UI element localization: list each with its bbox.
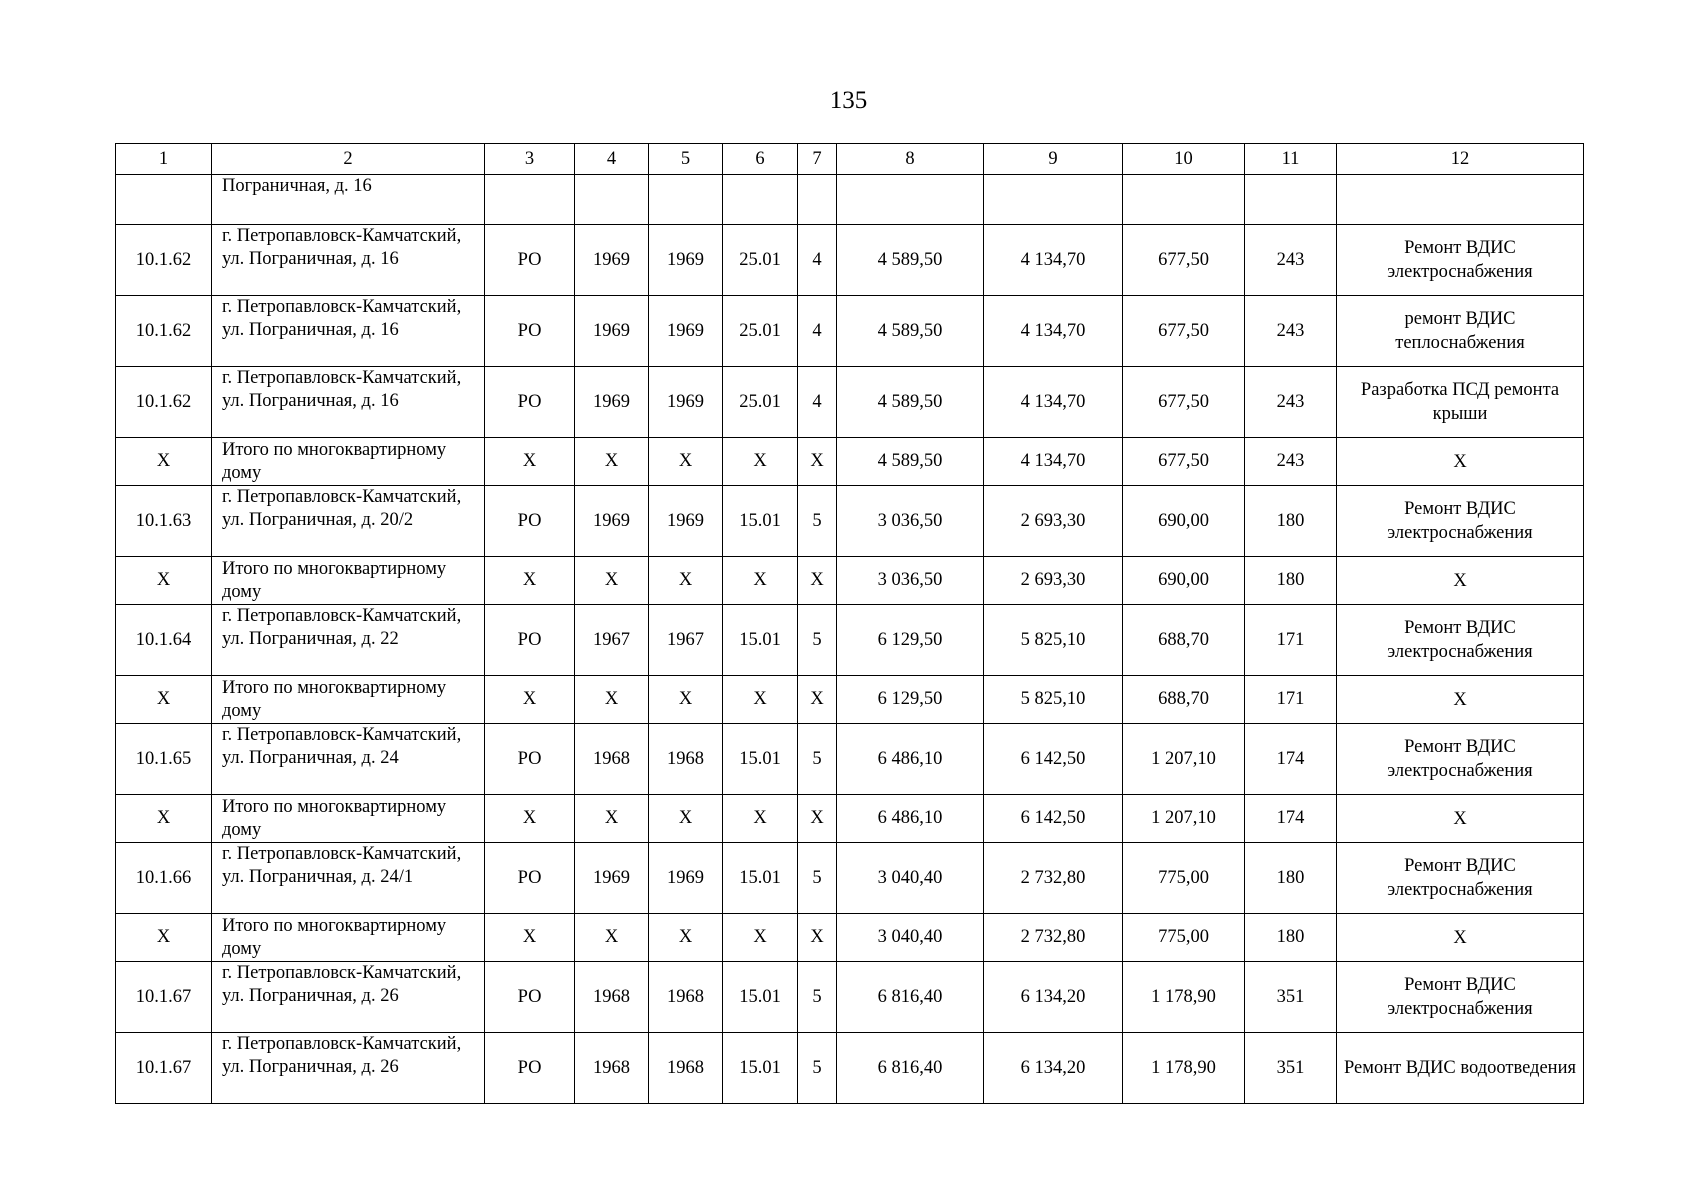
item-number-cell: 10.1.67	[116, 962, 212, 1033]
total-area-cell: 3 036,50	[837, 557, 984, 605]
nonresidential-area-cell: 677,50	[1123, 225, 1245, 296]
residential-area-cell: 4 134,70	[984, 296, 1123, 367]
residents-cell: 174	[1245, 795, 1337, 843]
residents-cell: 351	[1245, 1033, 1337, 1104]
year-built-cell: 1969	[575, 296, 649, 367]
residents-cell: 180	[1245, 486, 1337, 557]
work-type-cell: Ремонт ВДИС электроснабжения	[1337, 605, 1584, 676]
column-header: 2	[212, 144, 485, 175]
nonresidential-area-cell: 688,70	[1123, 676, 1245, 724]
floors-cell: Х	[798, 557, 837, 605]
year-commissioned-cell: 1969	[649, 296, 723, 367]
work-type-cell: Ремонт ВДИС электроснабжения	[1337, 486, 1584, 557]
nonresidential-area-cell: 690,00	[1123, 486, 1245, 557]
year-commissioned-cell: 1969	[649, 367, 723, 438]
address-cell: г. Петропавловск-Камчатский, ул. Пограничная, д. 24	[212, 724, 485, 795]
residents-cell: 180	[1245, 557, 1337, 605]
total-area-cell: 3 040,40	[837, 843, 984, 914]
nonresidential-area-cell: 677,50	[1123, 438, 1245, 486]
continuation-row	[116, 175, 1584, 225]
nonresidential-area-cell: 690,00	[1123, 557, 1245, 605]
table-row	[116, 605, 1584, 676]
work-type-cell: Х	[1337, 557, 1584, 605]
residential-area-cell: 5 825,10	[984, 676, 1123, 724]
nonresidential-area-cell: 775,00	[1123, 843, 1245, 914]
year-commissioned-cell: Х	[649, 557, 723, 605]
nonresidential-area-cell: 1 178,90	[1123, 1033, 1245, 1104]
floors-cell: 5	[798, 605, 837, 676]
wall-material-cell: Х	[723, 676, 798, 724]
column-header: 4	[575, 144, 649, 175]
item-number-cell	[116, 175, 212, 225]
total-area-cell: 6 816,40	[837, 962, 984, 1033]
table-row	[116, 367, 1584, 438]
work-type-cell: Х	[1337, 795, 1584, 843]
owner-type-cell: Х	[485, 676, 575, 724]
floors-cell	[798, 175, 837, 225]
work-type-cell: ремонт ВДИС теплоснабжения	[1337, 296, 1584, 367]
residents-cell: 174	[1245, 724, 1337, 795]
work-type-cell: Ремонт ВДИС электроснабжения	[1337, 962, 1584, 1033]
owner-type-cell: РО	[485, 843, 575, 914]
year-commissioned-cell: Х	[649, 676, 723, 724]
year-built-cell: Х	[575, 795, 649, 843]
total-area-cell: 4 589,50	[837, 438, 984, 486]
table-row	[116, 486, 1584, 557]
wall-material-cell	[723, 175, 798, 225]
residents-cell: 351	[1245, 962, 1337, 1033]
floors-cell: Х	[798, 795, 837, 843]
item-number-cell: Х	[116, 557, 212, 605]
total-row	[116, 557, 1584, 605]
owner-type-cell: Х	[485, 795, 575, 843]
wall-material-cell: 15.01	[723, 1033, 798, 1104]
wall-material-cell: 15.01	[723, 605, 798, 676]
work-type-cell: Ремонт ВДИС водоотведения	[1337, 1033, 1584, 1104]
floors-cell: 5	[798, 486, 837, 557]
year-built-cell: 1969	[575, 486, 649, 557]
nonresidential-area-cell	[1123, 175, 1245, 225]
nonresidential-area-cell: 677,50	[1123, 367, 1245, 438]
year-built-cell: 1969	[575, 225, 649, 296]
address-cell: г. Петропавловск-Камчатский, ул. Пограничная, д. 26	[212, 1033, 485, 1104]
owner-type-cell: Х	[485, 914, 575, 962]
column-header: 1	[116, 144, 212, 175]
nonresidential-area-cell: 677,50	[1123, 296, 1245, 367]
owner-type-cell: Х	[485, 557, 575, 605]
item-number-cell: Х	[116, 914, 212, 962]
residential-area-cell: 6 142,50	[984, 724, 1123, 795]
wall-material-cell: 15.01	[723, 962, 798, 1033]
residential-area-cell: 6 134,20	[984, 962, 1123, 1033]
total-area-cell: 4 589,50	[837, 296, 984, 367]
year-built-cell: 1967	[575, 605, 649, 676]
floors-cell: 4	[798, 296, 837, 367]
total-area-cell: 4 589,50	[837, 225, 984, 296]
item-number-cell: Х	[116, 438, 212, 486]
residents-cell: 171	[1245, 676, 1337, 724]
total-area-cell: 4 589,50	[837, 367, 984, 438]
item-number-cell: 10.1.62	[116, 296, 212, 367]
column-header: 7	[798, 144, 837, 175]
total-area-cell	[837, 175, 984, 225]
total-area-cell: 6 486,10	[837, 795, 984, 843]
floors-cell: Х	[798, 438, 837, 486]
item-number-cell: 10.1.62	[116, 367, 212, 438]
nonresidential-area-cell: 1 207,10	[1123, 795, 1245, 843]
owner-type-cell: РО	[485, 1033, 575, 1104]
item-number-cell: 10.1.63	[116, 486, 212, 557]
total-area-cell: 6 129,50	[837, 676, 984, 724]
floors-cell: 5	[798, 1033, 837, 1104]
residents-cell	[1245, 175, 1337, 225]
address-cell: г. Петропавловск-Камчатский, ул. Пограничная, д. 22	[212, 605, 485, 676]
year-commissioned-cell: 1969	[649, 486, 723, 557]
year-built-cell: Х	[575, 438, 649, 486]
floors-cell: Х	[798, 914, 837, 962]
year-commissioned-cell: 1968	[649, 724, 723, 795]
address-cell: г. Петропавловск-Камчатский, ул. Пограничная, д. 16	[212, 225, 485, 296]
address-cell: г. Петропавловск-Камчатский, ул. Пограничная, д. 16	[212, 367, 485, 438]
residential-area-cell: 4 134,70	[984, 438, 1123, 486]
year-built-cell: 1968	[575, 962, 649, 1033]
work-type-cell: Разработка ПСД ремонта крыши	[1337, 367, 1584, 438]
item-number-cell: 10.1.64	[116, 605, 212, 676]
wall-material-cell: Х	[723, 914, 798, 962]
work-type-cell: Х	[1337, 438, 1584, 486]
wall-material-cell: 25.01	[723, 225, 798, 296]
year-commissioned-cell: 1969	[649, 225, 723, 296]
total-area-cell: 6 486,10	[837, 724, 984, 795]
total-row	[116, 438, 1584, 486]
owner-type-cell: РО	[485, 962, 575, 1033]
item-number-cell: 10.1.65	[116, 724, 212, 795]
address-cell: Итого по многоквартирному дому	[212, 795, 485, 843]
nonresidential-area-cell: 1 178,90	[1123, 962, 1245, 1033]
year-built-cell: Х	[575, 676, 649, 724]
item-number-cell: 10.1.67	[116, 1033, 212, 1104]
year-built-cell: Х	[575, 914, 649, 962]
year-built-cell: 1968	[575, 1033, 649, 1104]
floors-cell: Х	[798, 676, 837, 724]
owner-type-cell: РО	[485, 367, 575, 438]
address-cell: Пограничная, д. 16	[212, 175, 485, 225]
address-cell: Итого по многоквартирному дому	[212, 557, 485, 605]
floors-cell: 4	[798, 225, 837, 296]
residential-area-cell: 5 825,10	[984, 605, 1123, 676]
floors-cell: 5	[798, 724, 837, 795]
work-type-cell: Ремонт ВДИС электроснабжения	[1337, 225, 1584, 296]
column-header: 9	[984, 144, 1123, 175]
wall-material-cell: 15.01	[723, 724, 798, 795]
item-number-cell: 10.1.62	[116, 225, 212, 296]
page-number: 135	[829, 87, 868, 114]
owner-type-cell: РО	[485, 605, 575, 676]
total-row	[116, 914, 1584, 962]
column-header: 5	[649, 144, 723, 175]
item-number-cell: 10.1.66	[116, 843, 212, 914]
address-cell: Итого по многоквартирному дому	[212, 438, 485, 486]
floors-cell: 5	[798, 962, 837, 1033]
residents-cell: 180	[1245, 843, 1337, 914]
nonresidential-area-cell: 1 207,10	[1123, 724, 1245, 795]
year-built-cell	[575, 175, 649, 225]
year-built-cell: 1969	[575, 367, 649, 438]
column-header: 3	[485, 144, 575, 175]
residents-cell: 171	[1245, 605, 1337, 676]
residential-area-cell: 2 693,30	[984, 486, 1123, 557]
year-commissioned-cell: 1968	[649, 1033, 723, 1104]
address-cell: г. Петропавловск-Камчатский, ул. Пограничная, д. 16	[212, 296, 485, 367]
table-row	[116, 1033, 1584, 1104]
item-number-cell: Х	[116, 795, 212, 843]
table-row	[116, 724, 1584, 795]
year-built-cell: 1968	[575, 724, 649, 795]
nonresidential-area-cell: 688,70	[1123, 605, 1245, 676]
wall-material-cell: 25.01	[723, 367, 798, 438]
table-row	[116, 225, 1584, 296]
table-row	[116, 843, 1584, 914]
year-commissioned-cell: 1968	[649, 962, 723, 1033]
work-type-cell: Х	[1337, 914, 1584, 962]
year-commissioned-cell: Х	[649, 795, 723, 843]
residential-area-cell: 2 732,80	[984, 843, 1123, 914]
residents-cell: 243	[1245, 367, 1337, 438]
total-area-cell: 6 129,50	[837, 605, 984, 676]
wall-material-cell: 25.01	[723, 296, 798, 367]
column-header: 12	[1337, 144, 1584, 175]
address-cell: г. Петропавловск-Камчатский, ул. Пограничная, д. 26	[212, 962, 485, 1033]
column-header: 8	[837, 144, 984, 175]
residential-area-cell: 6 134,20	[984, 1033, 1123, 1104]
owner-type-cell: Х	[485, 438, 575, 486]
residents-cell: 243	[1245, 438, 1337, 486]
floors-cell: 4	[798, 367, 837, 438]
column-header: 6	[723, 144, 798, 175]
work-type-cell: Ремонт ВДИС электроснабжения	[1337, 843, 1584, 914]
year-built-cell: 1969	[575, 843, 649, 914]
column-header: 10	[1123, 144, 1245, 175]
residents-cell: 243	[1245, 225, 1337, 296]
address-cell: Итого по многоквартирному дому	[212, 676, 485, 724]
item-number-cell: Х	[116, 676, 212, 724]
year-commissioned-cell: Х	[649, 914, 723, 962]
owner-type-cell: РО	[485, 225, 575, 296]
wall-material-cell: Х	[723, 795, 798, 843]
residents-cell: 180	[1245, 914, 1337, 962]
total-area-cell: 3 036,50	[837, 486, 984, 557]
residential-area-cell	[984, 175, 1123, 225]
work-type-cell: Х	[1337, 676, 1584, 724]
total-area-cell: 3 040,40	[837, 914, 984, 962]
year-commissioned-cell: 1967	[649, 605, 723, 676]
table-row	[116, 962, 1584, 1033]
column-number-header-row	[116, 144, 1584, 175]
total-row	[116, 676, 1584, 724]
owner-type-cell: РО	[485, 486, 575, 557]
address-cell: г. Петропавловск-Камчатский, ул. Пограничная, д. 20/2	[212, 486, 485, 557]
owner-type-cell	[485, 175, 575, 225]
residents-cell: 243	[1245, 296, 1337, 367]
residential-area-cell: 4 134,70	[984, 225, 1123, 296]
address-cell: Итого по многоквартирному дому	[212, 914, 485, 962]
table-row	[116, 296, 1584, 367]
residential-area-cell: 2 693,30	[984, 557, 1123, 605]
floors-cell: 5	[798, 843, 837, 914]
wall-material-cell: Х	[723, 557, 798, 605]
nonresidential-area-cell: 775,00	[1123, 914, 1245, 962]
work-type-cell: Ремонт ВДИС электроснабжения	[1337, 724, 1584, 795]
year-built-cell: Х	[575, 557, 649, 605]
wall-material-cell: 15.01	[723, 843, 798, 914]
wall-material-cell: 15.01	[723, 486, 798, 557]
owner-type-cell: РО	[485, 724, 575, 795]
residential-area-cell: 4 134,70	[984, 367, 1123, 438]
residential-area-cell: 2 732,80	[984, 914, 1123, 962]
register-table	[115, 143, 1584, 1104]
total-row	[116, 795, 1584, 843]
table-body	[116, 144, 1584, 1104]
work-type-cell	[1337, 175, 1584, 225]
column-header: 11	[1245, 144, 1337, 175]
year-commissioned-cell	[649, 175, 723, 225]
year-commissioned-cell: 1969	[649, 843, 723, 914]
total-area-cell: 6 816,40	[837, 1033, 984, 1104]
owner-type-cell: РО	[485, 296, 575, 367]
wall-material-cell: Х	[723, 438, 798, 486]
address-cell: г. Петропавловск-Камчатский, ул. Пограничная, д. 24/1	[212, 843, 485, 914]
year-commissioned-cell: Х	[649, 438, 723, 486]
residential-area-cell: 6 142,50	[984, 795, 1123, 843]
